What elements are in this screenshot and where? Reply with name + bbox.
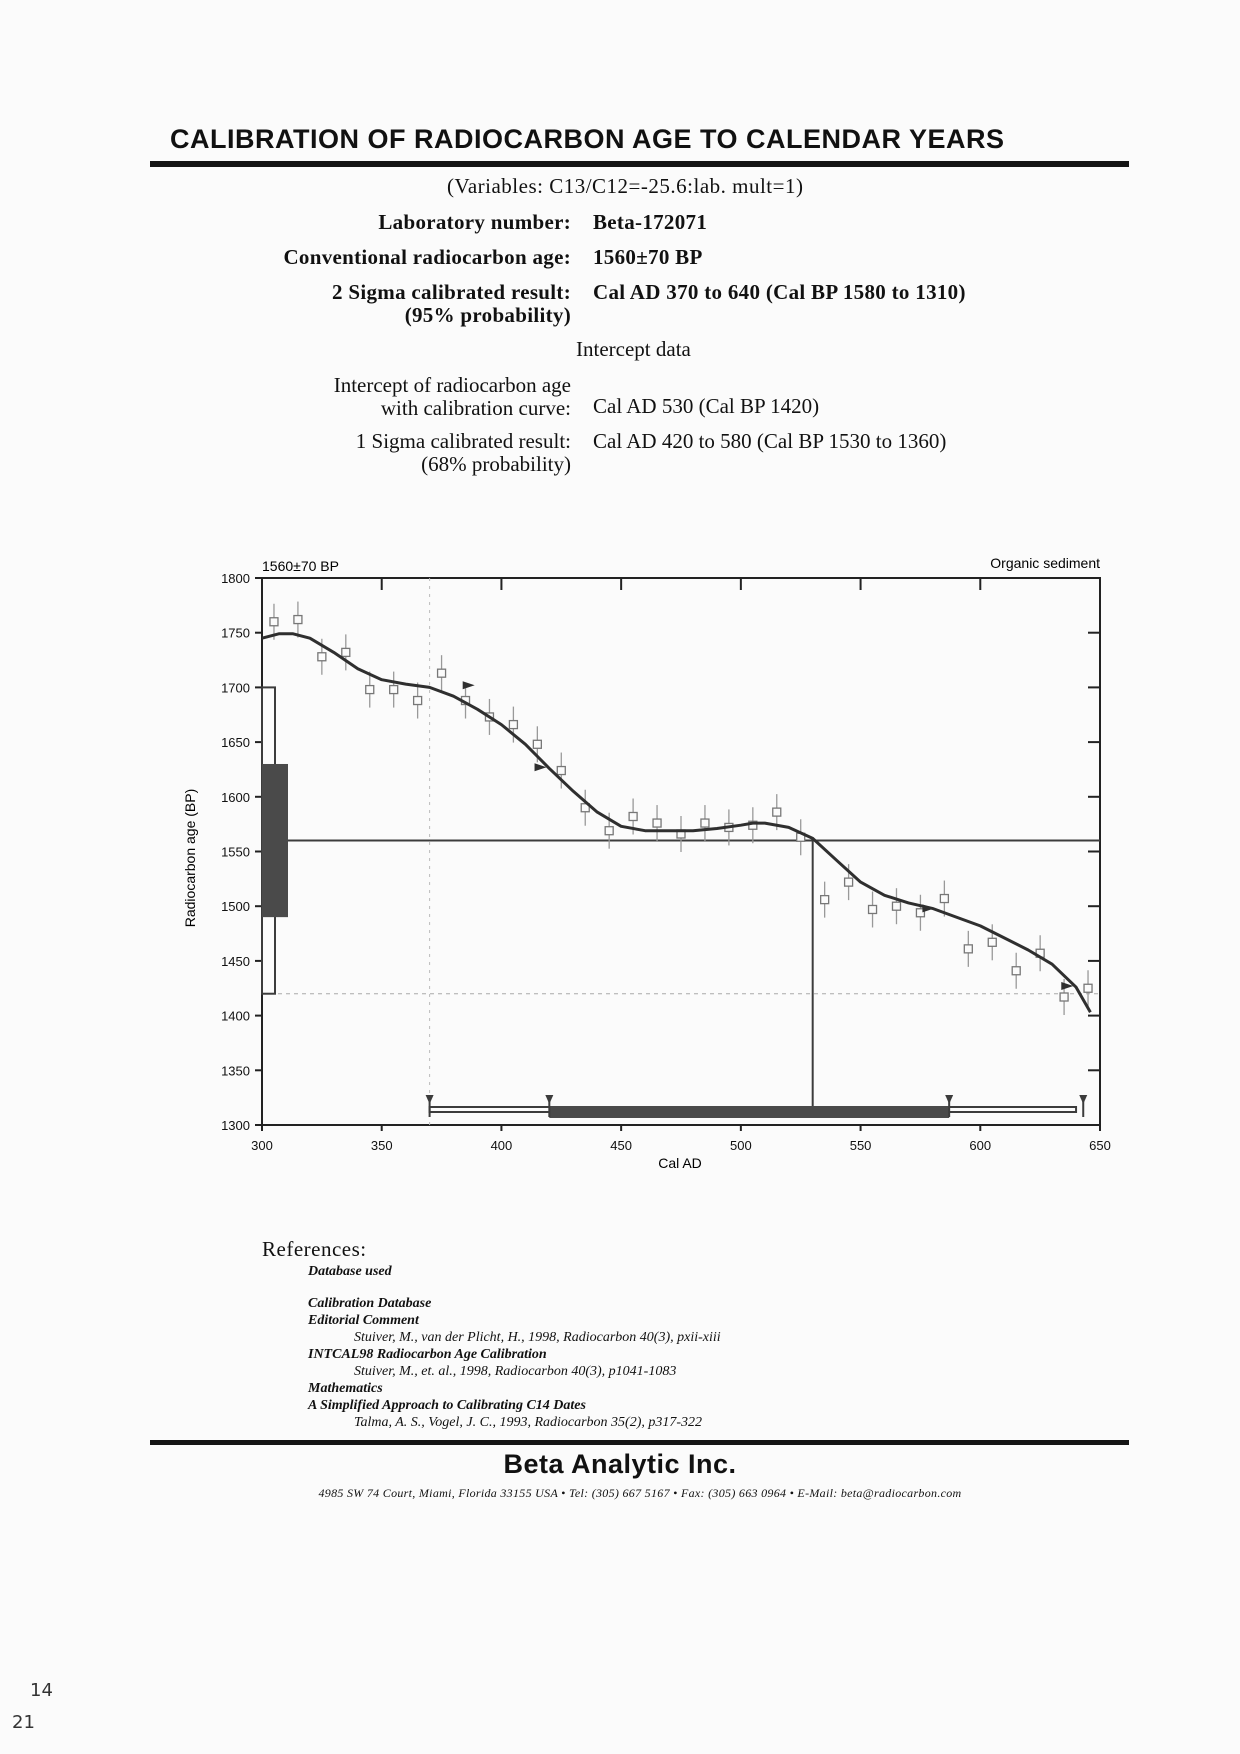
intercept-label-line-1: Intercept of radiocarbon age <box>333 373 571 397</box>
chart-title-right: Organic sediment <box>990 555 1100 571</box>
ref-database-used: Database used <box>308 1264 392 1279</box>
curve-arrow <box>922 904 934 912</box>
ref-intcal: INTCAL98 Radiocarbon Age Calibration <box>308 1347 547 1362</box>
x-tick-label: 650 <box>1089 1138 1111 1153</box>
intercept-heading: Intercept data <box>576 337 691 361</box>
y-tick-label: 1450 <box>221 953 250 969</box>
company-name: Beta Analytic Inc. <box>503 1449 737 1479</box>
data-point <box>629 812 637 820</box>
data-point <box>773 808 781 816</box>
company-address: 4985 SW 74 Court, Miami, Florida 33155 USA • Tel: (305) 667 5167 • Fax: (305) 663 0964 • E-Mail: beta@radiocarbon.com <box>318 1486 962 1500</box>
x-tick-label: 500 <box>730 1138 752 1153</box>
data-point <box>1084 984 1092 992</box>
y-tick-label: 1750 <box>221 625 250 641</box>
data-point <box>988 938 996 946</box>
curve-arrow <box>463 681 475 689</box>
data-point <box>342 648 350 656</box>
references-heading: References: <box>262 1237 367 1261</box>
ref-intcal-citation: Stuiver, M., et. al., 1998, Radiocarbon 40(3), p1041-1083 <box>354 1364 677 1379</box>
one-sigma-probability: (68% probability) <box>421 452 571 476</box>
conventional-age-value: 1560±70 BP <box>593 245 703 269</box>
data-point <box>605 827 613 835</box>
lab-number-value: Beta-172071 <box>593 210 708 234</box>
conventional-age-label: Conventional radiocarbon age: <box>283 245 571 269</box>
y-tick-label: 1300 <box>221 1118 250 1133</box>
data-point <box>653 819 661 827</box>
one-sigma-label: 1 Sigma calibrated result: <box>355 429 571 453</box>
lab-number-label: Laboratory number: <box>378 210 571 234</box>
y-tick-label: 1500 <box>221 899 250 915</box>
bottom-rule <box>150 1440 1129 1445</box>
data-point <box>940 895 948 903</box>
y-tick-label: 1800 <box>221 571 250 586</box>
x-tick-label: 600 <box>969 1138 992 1153</box>
y-tick-label: 1550 <box>221 844 250 860</box>
data-point <box>318 653 326 661</box>
handwritten-note-2: 21 <box>12 1712 35 1733</box>
y-axis-label: Radiocarbon age (BP) <box>182 788 198 928</box>
one-sigma-range-bar <box>549 1106 949 1118</box>
page-title: CALIBRATION OF RADIOCARBON AGE TO CALENDAR YEARS <box>170 124 1005 154</box>
one-sigma-age-bar <box>262 764 288 917</box>
two-sigma-value: Cal AD 370 to 640 (Cal BP 1580 to 1310) <box>593 280 966 304</box>
range-arrow <box>545 1095 553 1104</box>
x-tick-label: 400 <box>490 1138 513 1153</box>
y-tick-label: 1700 <box>221 680 250 696</box>
range-arrow <box>426 1095 434 1104</box>
y-tick-label: 1400 <box>221 1008 250 1024</box>
data-point <box>701 819 709 827</box>
data-point <box>414 697 422 705</box>
calibration-curve <box>262 634 1090 1013</box>
range-arrow <box>1079 1095 1087 1104</box>
data-point <box>845 878 853 886</box>
two-sigma-probability: (95% probability) <box>404 303 571 327</box>
one-sigma-value: Cal AD 420 to 580 (Cal BP 1530 to 1360) <box>593 429 947 453</box>
data-point <box>964 945 972 953</box>
ref-mathematics: Mathematics <box>308 1381 383 1396</box>
data-point <box>390 686 398 694</box>
data-point <box>270 618 278 626</box>
ref-editorial-citation: Stuiver, M., van der Plicht, H., 1998, Radiocarbon 40(3), pxii-xiii <box>354 1330 721 1345</box>
x-tick-label: 550 <box>849 1138 872 1153</box>
data-point <box>366 686 374 694</box>
y-tick-label: 1350 <box>221 1063 250 1079</box>
data-point <box>869 905 877 913</box>
data-point <box>509 721 517 729</box>
chart-title-left: 1560±70 BP <box>262 558 339 574</box>
data-point <box>557 767 565 775</box>
range-arrow <box>945 1095 953 1104</box>
data-point <box>294 616 302 624</box>
data-point <box>892 902 900 910</box>
x-tick-label: 350 <box>370 1138 393 1153</box>
ref-calibration-database: Calibration Database <box>308 1296 432 1311</box>
data-point <box>1060 993 1068 1001</box>
handwritten-note-1: 14 <box>30 1680 53 1701</box>
data-point <box>438 669 446 677</box>
intercept-label-line-2: with calibration curve: <box>380 396 571 420</box>
variables-line: (Variables: C13/C12=-25.6:lab. mult=1) <box>447 174 804 198</box>
intercept-value: Cal AD 530 (Cal BP 1420) <box>593 394 820 418</box>
x-tick-label: 450 <box>610 1138 632 1153</box>
ref-editorial-comment: Editorial Comment <box>308 1313 419 1328</box>
data-point <box>1012 967 1020 975</box>
data-point <box>533 740 541 748</box>
y-tick-label: 1650 <box>221 735 250 751</box>
data-point <box>821 896 829 904</box>
x-tick-label: 300 <box>251 1138 273 1153</box>
two-sigma-label: 2 Sigma calibrated result: <box>332 280 571 304</box>
ref-approach: A Simplified Approach to Calibrating C14 Dates <box>308 1398 586 1413</box>
x-axis-label: Cal AD <box>658 1155 702 1171</box>
y-tick-label: 1600 <box>221 789 250 805</box>
ref-approach-citation: Talma, A. S., Vogel, J. C., 1993, Radiocarbon 35(2), p317-322 <box>354 1415 703 1430</box>
